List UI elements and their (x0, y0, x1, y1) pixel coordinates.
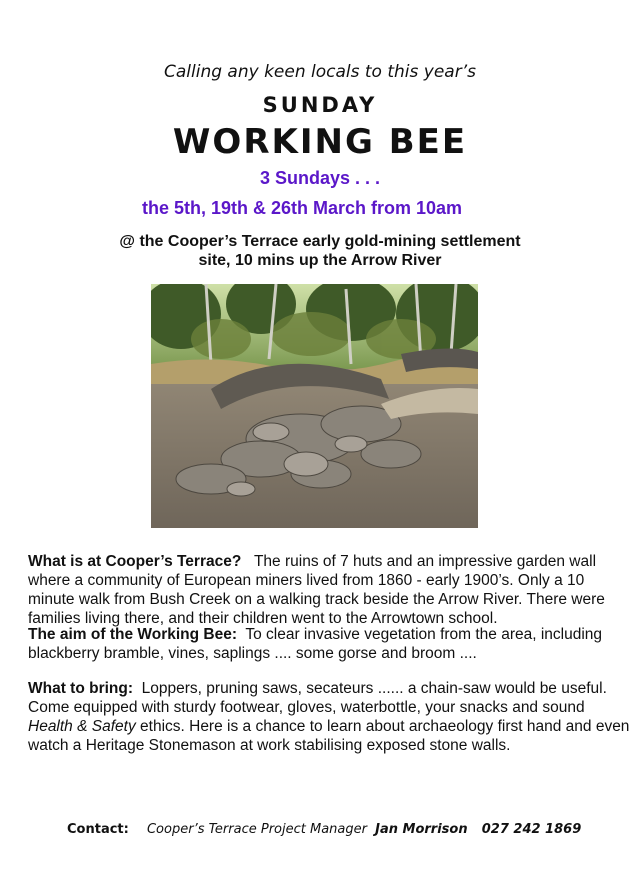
contact-label: Contact: (67, 822, 129, 837)
sunday-heading: SUNDAY (262, 93, 378, 117)
page-title: WORKING BEE (172, 122, 468, 162)
bring-text-b: ethics. Here is a chance to learn about archaeology first hand and even watch a Heritage Stonemason at work stabilising exposed stone walls. (28, 718, 630, 754)
aim-heading: The aim of the Working Bee: (28, 626, 237, 643)
aim-text: To clear invasive vegetation from the area, including blackberry bramble, vines, saplings .... some gorse and broom .... (28, 626, 603, 662)
bring-text-italic: Health & Safety (28, 718, 136, 735)
bring-text-a: Loppers, pruning saws, secateurs ...... a chain-saw would be useful. Come equipped with sturdy footwear, gloves, waterbottle, your snacks and sound (28, 680, 607, 716)
what-text: The ruins of 7 huts and an impressive garden wall where a community of European miners lived from 1860 - early 1900’s. Only a 10 minute walk from Bush Creek on a walking track beside the Arrow River. There were families living there, and their children went to the Arrowtown school. (28, 553, 605, 627)
contact-role: Cooper’s Terrace Project Manager (146, 822, 367, 837)
sundays-count: 3 Sundays . . . (259, 168, 381, 188)
contact-name: Jan Morrison (375, 822, 468, 837)
event-dates: the 5th, 19th & 26th March from 10am (141, 198, 463, 218)
aim-section (28, 625, 633, 663)
contact-phone: 027 242 1869 (481, 822, 582, 837)
stone-hut-ruins-photo (151, 284, 478, 528)
what-is-section (28, 552, 633, 628)
location-line-1: @ the Cooper’s Terrace early gold-mining settlement (119, 233, 521, 250)
contact-line (67, 822, 581, 837)
bring-heading: What to bring: (28, 680, 134, 697)
location-line-2: site, 10 mins up the Arrow River (198, 252, 442, 269)
intro-line: Calling any keen locals to this year’s (164, 62, 476, 82)
bring-section (28, 679, 633, 755)
what-heading: What is at Cooper’s Terrace? (28, 553, 242, 570)
event-location (0, 232, 640, 270)
